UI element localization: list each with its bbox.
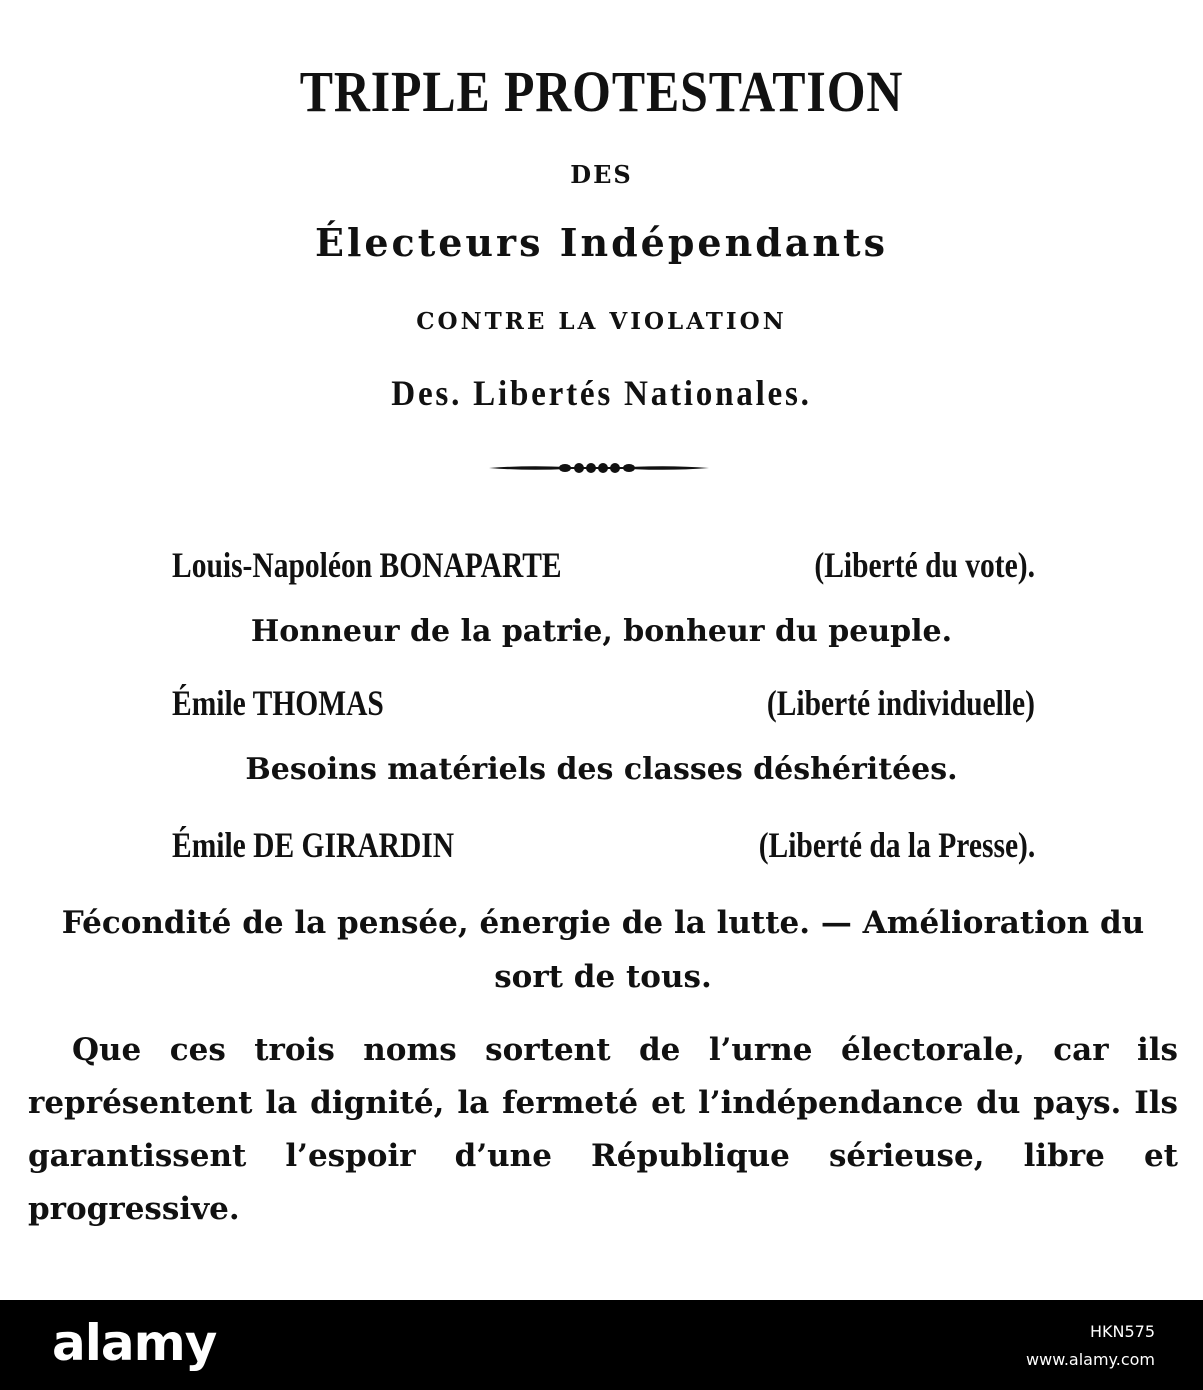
subtitle-des: DES <box>570 160 633 189</box>
candidate-motto: Honneur de la patrie, bonheur du peuple. <box>250 614 953 649</box>
ornament-divider <box>487 458 711 478</box>
closing-paragraph: Que ces trois noms sortent de l’urne électorale, car ils représentent la dignité, la fermeté et l’indépendance du pays. Ils garantissent l’espoir d’une République sérieuse, libre et progressive. <box>28 1032 1178 1227</box>
subtitle-electeurs: Électeurs Indépendants <box>314 220 888 265</box>
candidate-liberty: (Liberté individuelle) <box>766 683 1035 723</box>
candidate-name: Émile DE GIRARDIN <box>172 825 455 865</box>
watermark-footer <box>0 1300 1203 1390</box>
candidate-motto: Besoins matériels des classes déshéritées. <box>245 752 958 787</box>
candidate-motto: Fécondité de la pensée, énergie de la lutte. — Amélioration du sort de tous. <box>61 905 1145 995</box>
candidate-name: Émile THOMAS <box>172 683 384 723</box>
candidate-liberty: (Liberté du vote). <box>814 545 1035 585</box>
candidate-name: Louis-Napoléon BONAPARTE <box>172 545 562 585</box>
subtitle-contre: CONTRE LA VIOLATION <box>416 308 787 335</box>
candidate-liberty: (Liberté da la Presse). <box>758 825 1035 865</box>
subtitle-libertes: Des. Libertés Nationales. <box>391 373 812 413</box>
image-id: HKN575 <box>1089 1322 1155 1341</box>
site-url: www.alamy.com <box>1026 1350 1155 1369</box>
document-title: TRIPLE PROTESTATION <box>299 59 904 124</box>
alamy-logo: alamy <box>52 1314 217 1372</box>
